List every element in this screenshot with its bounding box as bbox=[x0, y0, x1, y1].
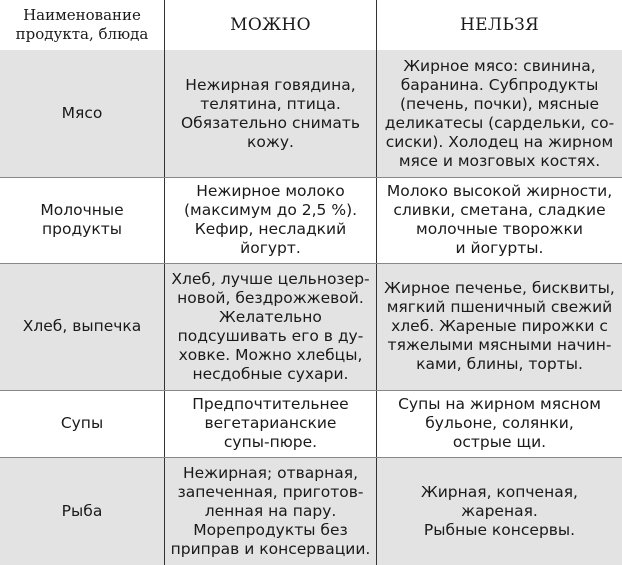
product-cell: Молочные продукты bbox=[40, 201, 124, 238]
header-forbidden: НЕЛЬЗЯ bbox=[376, 0, 622, 50]
header-allowed: МОЖНО bbox=[164, 0, 376, 50]
forbidden-cell: Молоко высокой жирности, сливки, сметана, сладкие молочные творожки и йогурты. bbox=[376, 177, 622, 263]
row-divider bbox=[0, 390, 622, 391]
row-divider bbox=[0, 263, 622, 264]
row-divider bbox=[0, 177, 622, 178]
allowed-cell: Хлеб, лучше цельнозер- новой, бездрожжевой. Желательно подсушивать его в ду- ховке. Можно хлебцы, несдобные сухари. bbox=[164, 263, 376, 390]
row-divider bbox=[0, 457, 622, 458]
forbidden-cell: Жирная, копченая, жареная. Рыбные консервы. bbox=[376, 457, 622, 565]
allowed-cell: Нежирная; отварная, запеченная, приготов- ленная на пару. Морепродукты без приправ и консервации. bbox=[164, 457, 376, 565]
forbidden-cell: Супы на жирном мясном бульоне, солянки, острые щи. bbox=[376, 390, 622, 457]
header-product: Наименование продукта, блюда bbox=[15, 6, 149, 43]
table-row bbox=[0, 50, 622, 177]
forbidden-cell: Жирное печенье, бисквиты, мягкий пшеничный свежий хлеб. Жареные пирожки с тяжелыми мясными начин- ками, блины, торты. bbox=[376, 263, 622, 390]
table-row bbox=[0, 457, 622, 565]
product-cell: Супы bbox=[60, 414, 104, 432]
product-cell: Рыба bbox=[61, 501, 103, 520]
forbidden-cell: Жирное мясо: свинина, баранина. Субпродукты (печень, почки), мясные деликатесы (сардельки, со- сиски). Холодец на жирном мясе и мозговых костях. bbox=[376, 50, 622, 177]
table-row bbox=[0, 177, 622, 263]
allowed-cell: Нежирное молоко (максимум до 2,5 %). Кефир, несладкий йогурт. bbox=[164, 177, 376, 263]
product-cell: Мясо bbox=[61, 104, 103, 122]
table-row bbox=[0, 390, 622, 457]
table-row bbox=[0, 263, 622, 390]
allowed-cell: Предпочтительнее вегетарианские супы-пюре. bbox=[164, 390, 376, 457]
header-row bbox=[0, 0, 622, 50]
allowed-cell: Нежирная говядина, телятина, птица. Обязательно снимать кожу. bbox=[164, 50, 376, 177]
product-cell: Хлеб, выпечка bbox=[22, 317, 142, 335]
